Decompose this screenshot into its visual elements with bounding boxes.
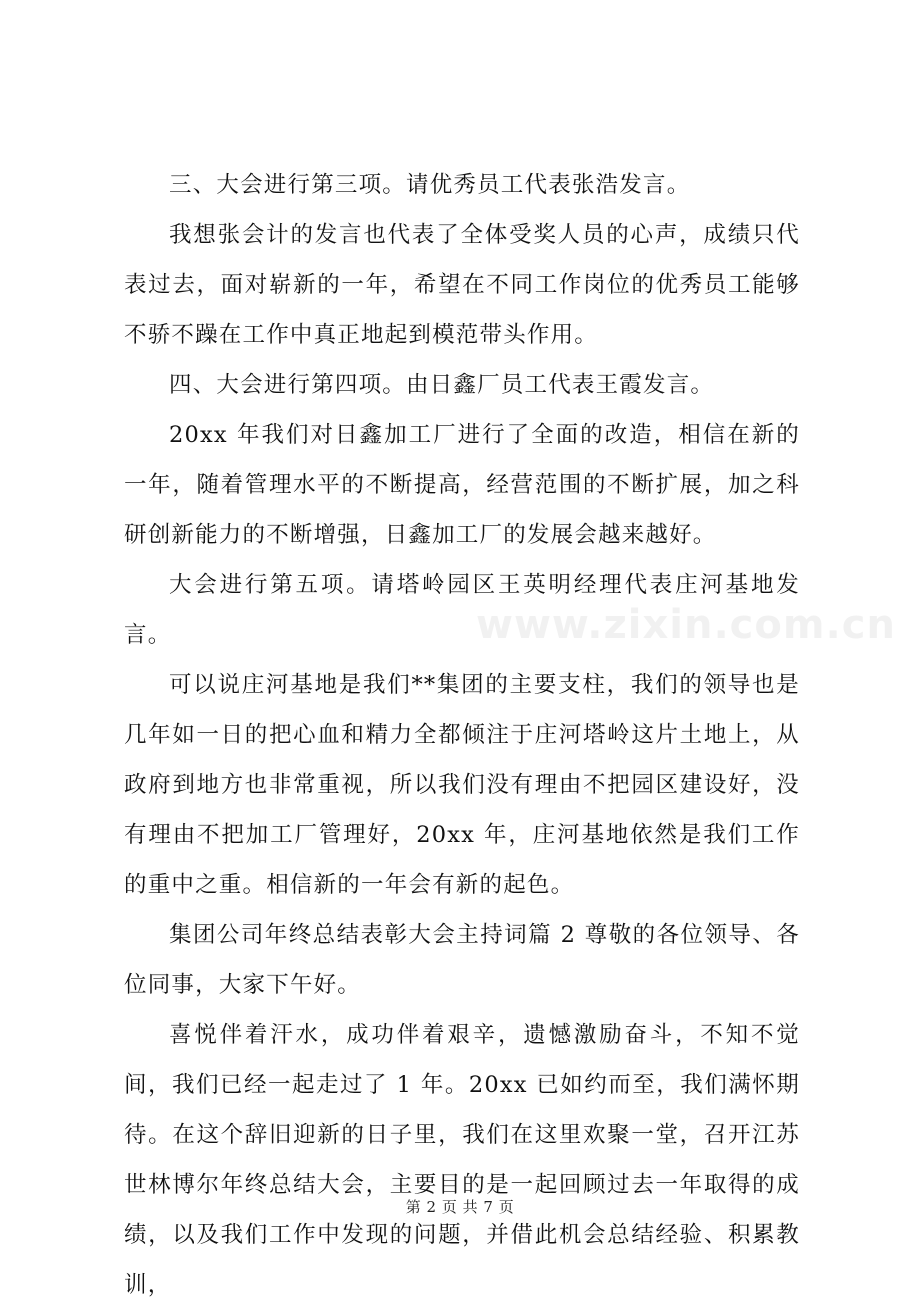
paragraph-item-5: 大会进行第五项。请塔岭园区王英明经理代表庄河基地发言。: [124, 572, 800, 648]
paragraph-item-4: 四、大会进行第四项。由日鑫厂员工代表王霞发言。: [169, 372, 715, 398]
document-body: [124, 160, 800, 1310]
paragraph-item-3: 三、大会进行第三项。请优秀员工代表张浩发言。: [169, 172, 691, 198]
paragraph-chapter-2-intro: 集团公司年终总结表彰大会主持词篇 2 尊敬的各位领导、各位同事，大家下午好。: [124, 922, 800, 998]
paragraph-zhuanghe-base: 可以说庄河基地是我们**集团的主要支柱，我们的领导也是几年如一日的把心血和精力全都倾注于庄河塔岭这片土地上，从政府到地方也非常重视，所以我们没有理由不把园区建设好，没有理由不把加工厂管理好，20xx 年，庄河基地依然是我们工作的重中之重。相信新的一年会有新的起色。: [124, 672, 800, 898]
paragraph-rixin-factory: 20xx 年我们对日鑫加工厂进行了全面的改造，相信在新的一年，随着管理水平的不断提高，经营范围的不断扩展，加之科研创新能力的不断增强，日鑫加工厂的发展会越来越好。: [124, 422, 800, 548]
page-number-footer: 第 2 页 共 7 页: [405, 1198, 515, 1216]
paragraph-opening-speech: 喜悦伴着汗水，成功伴着艰辛，遗憾激励奋斗，不知不觉间，我们已经一起走过了 1 年。20xx 已如约而至，我们满怀期待。在这个辞旧迎新的日子里，我们在这里欢聚一堂，召开江苏世林博尔年终总结大会，主要目的是一起回顾过去一年取得的成绩，以及我们工作中发现的问题，并借此机会总结经验、积累教训，: [124, 1022, 800, 1298]
watermark-text: www.zixin.com.cn: [476, 602, 896, 648]
paragraph-speech-zhang: 我想张会计的发言也代表了全体受奖人员的心声，成绩只代表过去，面对崭新的一年，希望在不同工作岗位的优秀员工能够不骄不躁在工作中真正地起到模范带头作用。: [124, 222, 800, 348]
